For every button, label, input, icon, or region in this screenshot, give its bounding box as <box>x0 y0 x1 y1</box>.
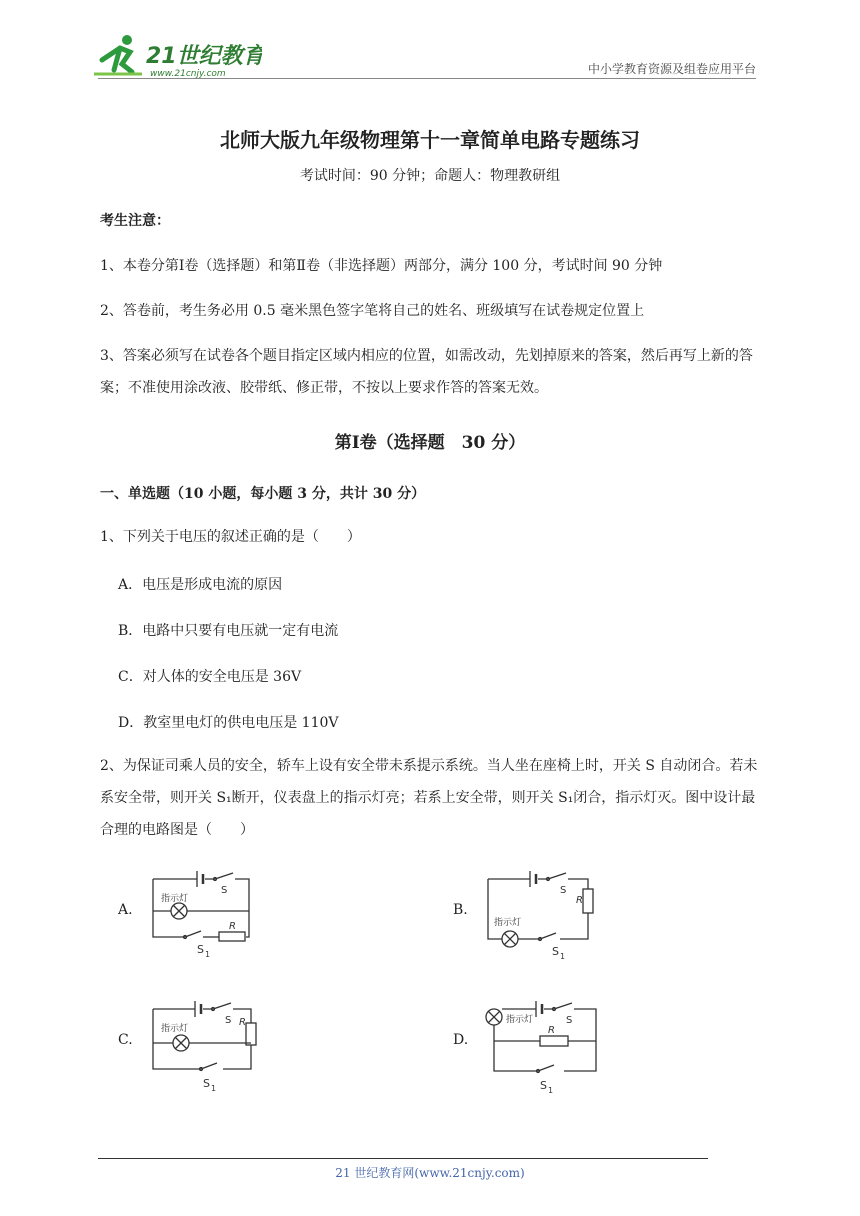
circuit-diagram-c <box>145 995 265 1095</box>
q2-option-a-label: A. <box>118 902 133 918</box>
q1-option-d: D．教室里电灯的供电电压是 110V <box>118 715 339 731</box>
circuit-diagram-d <box>482 995 607 1095</box>
platform-name: 中小学教育资源及组卷应用平台 <box>587 62 756 76</box>
switch-s-label: S <box>225 1015 232 1026</box>
header-divider <box>98 78 756 79</box>
footer-divider <box>98 1158 708 1159</box>
switch-s-label: S <box>221 885 228 896</box>
site-logo <box>92 30 262 82</box>
notice-item-3: 3、答案必须写在试卷各个题目指定区域内相应的位置，如需改动，先划掉原来的答案，然后再写上新的答案；不准使用涂改液、胶带纸、修正带，不按以上要求作答的答案无效。 <box>100 348 753 396</box>
question-1-stem: 1、下列关于电压的叙述正确的是（ ） <box>100 529 361 545</box>
switch-s-label: S <box>560 885 567 896</box>
q2-option-b-label: B. <box>453 902 468 918</box>
switch-s1-label: S <box>540 1079 547 1092</box>
q1-option-b: B．电路中只要有电压就一定有电流 <box>118 623 339 639</box>
lamp-label: 指示灯 <box>494 918 522 928</box>
lamp-label: 指示灯 <box>161 894 189 904</box>
runner-logo-icon <box>94 35 142 74</box>
q1-option-c: C．对人体的安全电压是 36V <box>118 669 302 685</box>
logo-text: 21世纪教育 <box>146 44 262 69</box>
resistor-label: R <box>548 1025 555 1036</box>
notice-heading: 考生注意： <box>100 213 170 229</box>
switch-s1-label: S <box>197 943 204 956</box>
switch-s1-sub: 1 <box>560 952 566 961</box>
part-title: 一、单选题（10 小题，每小题 3 分，共计 30 分） <box>100 486 426 502</box>
page-title: 北师大版九年级物理第十一章简单电路专题练习 <box>220 128 640 152</box>
logo-url: www.21cnjy.com <box>150 69 226 79</box>
notice-item-1: 1、本卷分第Ⅰ卷（选择题）和第Ⅱ卷（非选择题）两部分，满分 100 分，考试时间 90 分钟 <box>100 258 663 274</box>
resistor-label: R <box>229 921 236 932</box>
switch-s1-sub: 1 <box>205 950 211 959</box>
switch-s1-sub: 1 <box>548 1086 554 1095</box>
lamp-label: 指示灯 <box>506 1015 534 1025</box>
resistor-label: R <box>239 1017 246 1028</box>
switch-s1-sub: 1 <box>211 1084 217 1093</box>
section-title: 第Ⅰ卷（选择题 30 分） <box>334 433 526 453</box>
switch-s-label: S <box>566 1015 573 1026</box>
circuit-diagram-a <box>145 865 260 960</box>
question-2-stem: 2、为保证司乘人员的安全，轿车上设有安全带未系提示系统。当人坐在座椅上时，开关 S 自动闭合。若未系安全带，则开关 S₁断开，仪表盘上的指示灯亮；若系上安全带，则开关 S₁闭合，指示灯灭。图中设计最合理的电路图是（ ） <box>100 758 758 838</box>
switch-s1-label: S <box>203 1077 210 1090</box>
q2-option-d-label: D. <box>453 1032 469 1048</box>
switch-s1-label: S <box>552 945 559 958</box>
lamp-label: 指示灯 <box>161 1024 189 1034</box>
q2-option-c-label: C. <box>118 1032 133 1048</box>
notice-item-2: 2、答卷前，考生务必用 0.5 毫米黑色签字笔将自己的姓名、班级填写在试卷规定位置上 <box>100 303 645 319</box>
exam-info: 考试时间：90 分钟；命题人：物理教研组 <box>299 168 561 184</box>
resistor-label: R <box>576 895 583 906</box>
circuit-diagram-b <box>482 865 602 965</box>
footer-link[interactable]: 21 世纪教育网(www.21cnjy.com) <box>335 1166 525 1180</box>
q1-option-a: A．电压是形成电流的原因 <box>118 577 283 593</box>
